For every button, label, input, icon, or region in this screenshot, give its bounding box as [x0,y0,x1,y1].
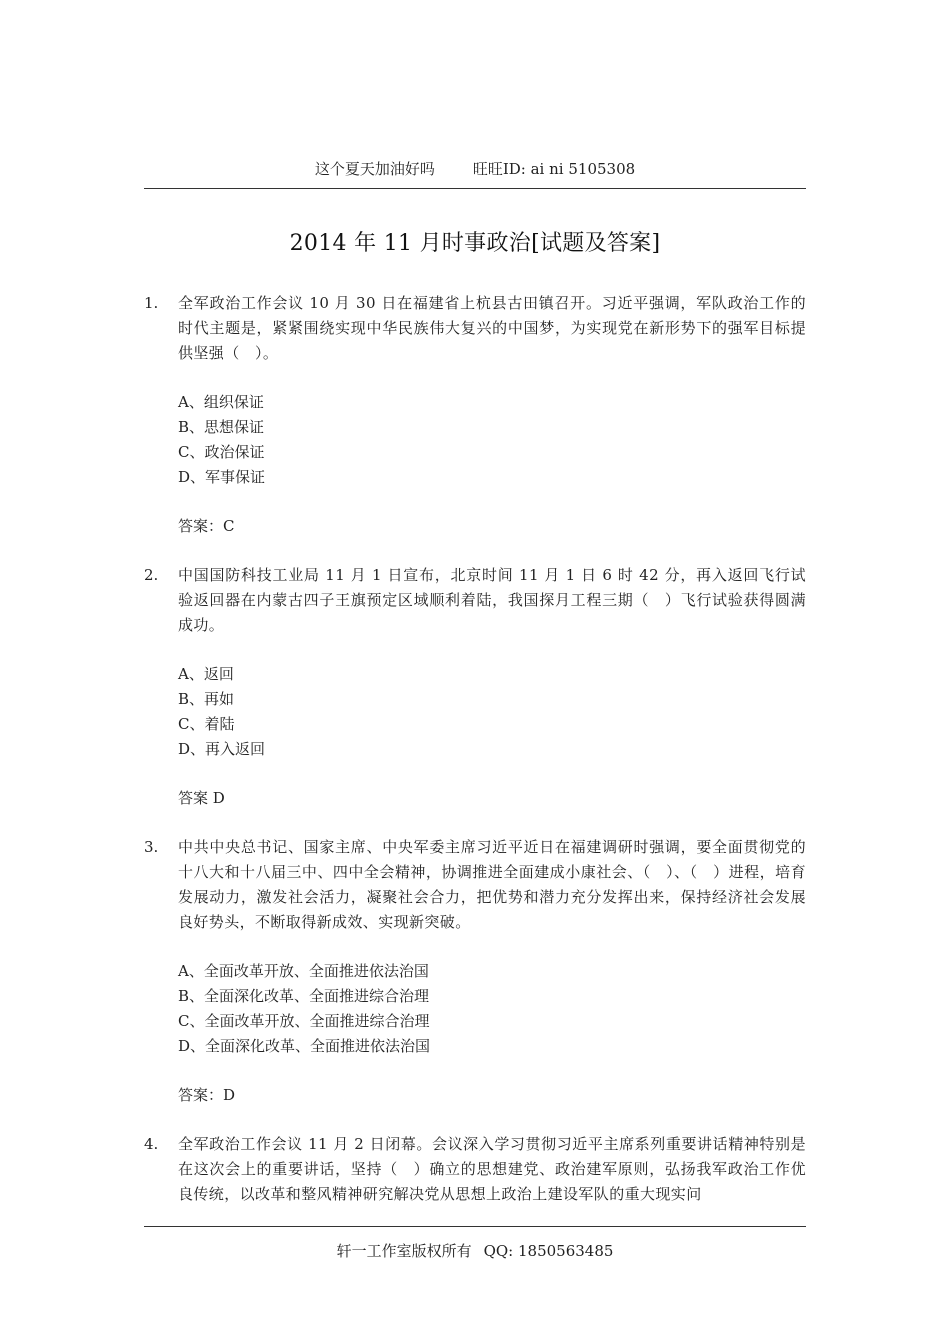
footer-copyright: 轩一工作室版权所有 [336,1242,472,1260]
question-number: 3. [144,838,159,856]
option-d: D、再入返回 [178,740,266,758]
option-b: B、思想保证 [178,418,265,436]
question-stem: 全军政治工作会议 10 月 30 日在福建省上杭县古田镇召开。习近平强调，军队政治工作的时代主题是，紧紧围绕实现中华民族伟大复兴的中国梦，为实现党在新形势下的强军目标提供坚强（ ）。 [178,294,806,362]
question-number: 1. [144,294,159,312]
question-list [144,291,806,1207]
question-3 [144,835,806,1108]
option-b: B、再如 [178,690,235,708]
question-stem: 中国国防科技工业局 11 月 1 日宣布，北京时间 11 月 1 日 6 时 42 分，再入返回飞行试验返回器在内蒙古四子王旗预定区域顺利着陆，我国探月工程三期（ ）飞行试验获得圆满成功。 [178,566,806,634]
answer: 答案：C [178,517,235,535]
question-number: 2. [144,566,159,584]
answer: 答案 D [178,789,225,807]
option-list [178,959,806,1059]
option-list [178,390,806,490]
option-d: D、军事保证 [178,468,266,486]
option-d: D、全面深化改革、全面推进依法治国 [178,1037,431,1055]
option-list [178,662,806,762]
page-footer [144,1240,806,1261]
option-a: A、全面改革开放、全面推进依法治国 [178,962,429,980]
footer-qq: QQ: 1850563485 [483,1242,614,1260]
option-c: C、着陆 [178,715,235,733]
header-rule [144,188,806,189]
question-stem: 全军政治工作会议 11 月 2 日闭幕。会议深入学习贯彻习近平主席系列重要讲话精神特别是在这次会上的重要讲话，坚持（ ）确立的思想建党、政治建军原则，弘扬我军政治工作优良传统，以改革和整风精神研究解决党从思想上政治上建设军队的重大现实问 [178,1135,806,1203]
question-2 [144,563,806,811]
option-c: C、政治保证 [178,443,265,461]
option-c: C、全面改革开放、全面推进综合治理 [178,1012,430,1030]
question-1 [144,291,806,539]
page-header [144,158,806,179]
question-number: 4. [144,1135,159,1153]
option-a: A、组织保证 [178,393,264,411]
header-slogan: 这个夏天加油好吗 [314,160,435,178]
option-b: B、全面深化改革、全面推进综合治理 [178,987,430,1005]
option-a: A、返回 [178,665,234,683]
document-title: 2014 年 11 月时事政治[试题及答案] [289,231,661,256]
question-4 [144,1132,806,1207]
header-wangwang-id: 旺旺ID: ai ni 5105308 [472,160,636,178]
question-stem: 中共中央总书记、国家主席、中央军委主席习近平近日在福建调研时强调，要全面贯彻党的十八大和十八届三中、四中全会精神，协调推进全面建成小康社会、（ ）、（ ）进程，培育发展动力，激发社会活力，凝聚社会合力，把优势和潜力充分发挥出来，保持经济社会发展良好势头，不断取得新成效、实现新突破。 [178,838,806,931]
footer-rule [144,1226,806,1227]
answer: 答案：D [178,1086,236,1104]
